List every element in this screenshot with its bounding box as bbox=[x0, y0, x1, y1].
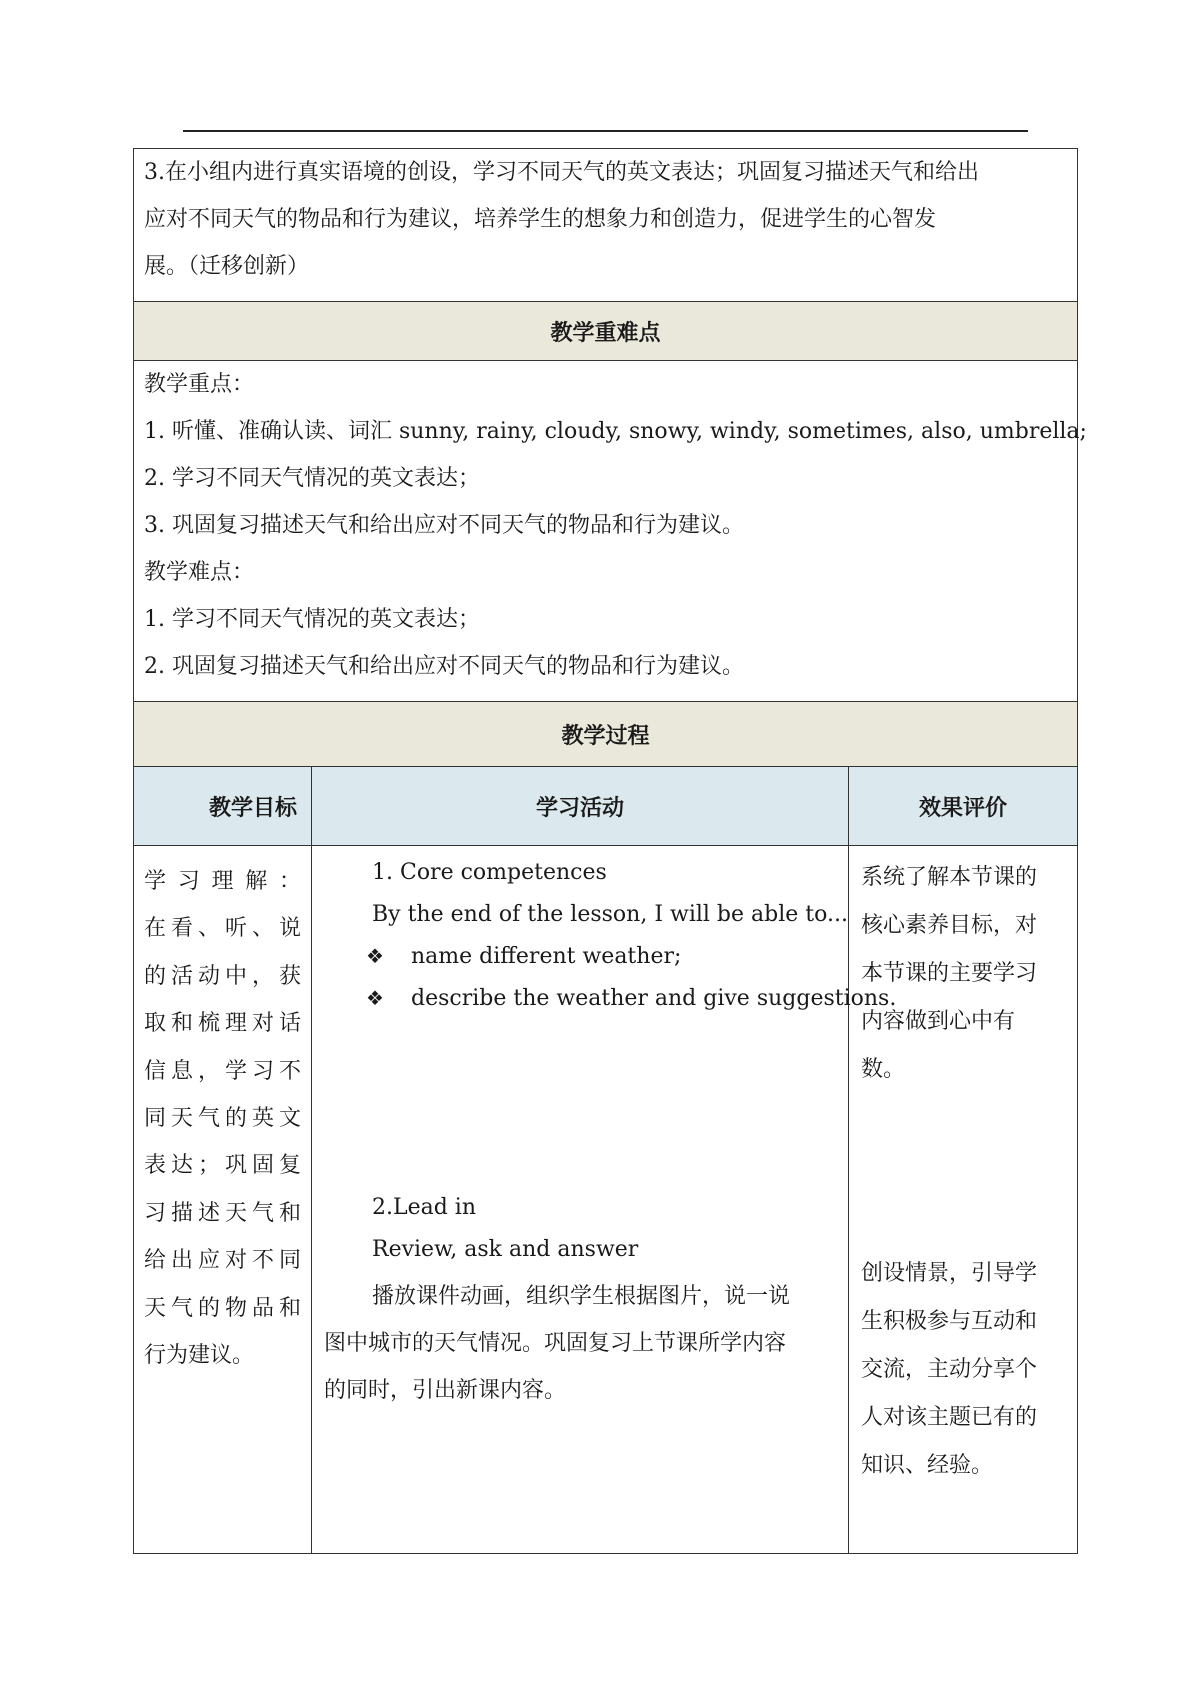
diamond-bullet-icon: ❖ bbox=[366, 986, 384, 1010]
goal-line: 给出应对不同 bbox=[144, 1248, 301, 1274]
goal-line: 同天气的英文 bbox=[144, 1106, 301, 1132]
keypoints-row bbox=[134, 361, 1078, 702]
activity2-line-3: 的同时，引出新课内容。 bbox=[324, 1378, 567, 1403]
keypoints-cell bbox=[134, 361, 1087, 702]
activity-cell bbox=[312, 846, 897, 1554]
eval1-line: 系统了解本节课的 bbox=[861, 865, 1038, 890]
keypoints-heading-row bbox=[134, 302, 1078, 361]
goal-line: 在看、听、说 bbox=[144, 916, 301, 942]
intro-line-1: 3.在小组内进行真实语境的创设，学习不同天气的英文表达；巩固复习描述天气和给出 bbox=[144, 160, 979, 185]
keypoints-line-4: 3. 巩固复习描述天气和给出应对不同天气的物品和行为建议。 bbox=[144, 513, 744, 538]
intro-row bbox=[134, 149, 1078, 302]
eval2-line: 人对该主题已有的 bbox=[861, 1405, 1038, 1430]
process-heading-row bbox=[134, 702, 1078, 767]
keypoints-line-7: 2. 巩固复习描述天气和给出应对不同天气的物品和行为建议。 bbox=[144, 654, 744, 679]
activity1-bullet-1: name different weather; bbox=[411, 944, 682, 969]
goal-line: 取和梳理对话 bbox=[144, 1011, 301, 1037]
eval1-line: 核心素养目标，对 bbox=[861, 913, 1038, 938]
eval1-line: 数。 bbox=[861, 1057, 906, 1082]
evaluation-cell bbox=[849, 846, 1078, 1554]
eval1-line: 内容做到心中有 bbox=[861, 1009, 1016, 1034]
goal-line: 信息，学习不 bbox=[144, 1058, 301, 1084]
activity2-subtitle: Review, ask and answer bbox=[372, 1237, 639, 1262]
goal-line: 天气的物品和 bbox=[144, 1295, 301, 1321]
intro-line-2: 应对不同天气的物品和行为建议，培养学生的想象力和创造力，促进学生的心智发 bbox=[144, 207, 937, 232]
activity1-bullet-2: describe the weather and give suggestions. bbox=[411, 986, 897, 1011]
goal-line: 习描述天气和 bbox=[144, 1200, 301, 1226]
eval2-line: 创设情景，引导学 bbox=[861, 1261, 1038, 1286]
eval1-line: 本节课的主要学习 bbox=[861, 961, 1038, 986]
eval2-line: 交流，主动分享个 bbox=[861, 1357, 1038, 1382]
goal-line: 表达；巩固复 bbox=[144, 1153, 301, 1179]
column-header-evaluation: 效果评价 bbox=[849, 767, 1078, 846]
keypoints-line-2: 1. 听懂、准确认读、词汇 sunny, rainy, cloudy, snowy, windy, sometimes, also, umbrella; bbox=[144, 419, 1087, 444]
activity2-line-2: 图中城市的天气情况。巩固复习上节课所学内容 bbox=[324, 1331, 787, 1356]
goal-cell bbox=[134, 846, 312, 1554]
activity1-intro: By the end of the lesson, I will be able to... bbox=[372, 902, 848, 927]
column-header-activity: 学习活动 bbox=[312, 767, 849, 846]
activity2-title: 2.Lead in bbox=[372, 1195, 477, 1220]
keypoints-line-1: 教学重点： bbox=[144, 372, 255, 397]
column-header-goal: 教学目标 bbox=[134, 767, 312, 846]
activity2-line-1: 播放课件动画，组织学生根据图片，说一说 bbox=[372, 1284, 791, 1309]
keypoints-line-5: 教学难点： bbox=[144, 560, 255, 585]
process-body-row bbox=[134, 846, 1078, 1554]
column-header-row bbox=[134, 767, 1078, 846]
eval2-line: 知识、经验。 bbox=[861, 1453, 994, 1478]
process-heading: 教学过程 bbox=[134, 702, 1078, 767]
activity1-title: 1. Core competences bbox=[372, 860, 607, 885]
intro-cell bbox=[134, 149, 1078, 302]
goal-line: 学习理解： bbox=[144, 869, 301, 894]
lesson-plan-table bbox=[133, 148, 1087, 1554]
keypoints-line-3: 2. 学习不同天气情况的英文表达； bbox=[144, 466, 480, 491]
diamond-bullet-icon: ❖ bbox=[366, 944, 384, 968]
header-rule bbox=[183, 130, 1028, 132]
keypoints-heading: 教学重难点 bbox=[134, 302, 1078, 361]
keypoints-line-6: 1. 学习不同天气情况的英文表达； bbox=[144, 607, 480, 632]
goal-line: 行为建议。 bbox=[144, 1343, 255, 1369]
intro-line-3: 展。（迁移创新） bbox=[144, 254, 310, 279]
eval2-line: 生积极参与互动和 bbox=[861, 1309, 1038, 1334]
goal-line: 的活动中，获 bbox=[144, 963, 301, 989]
